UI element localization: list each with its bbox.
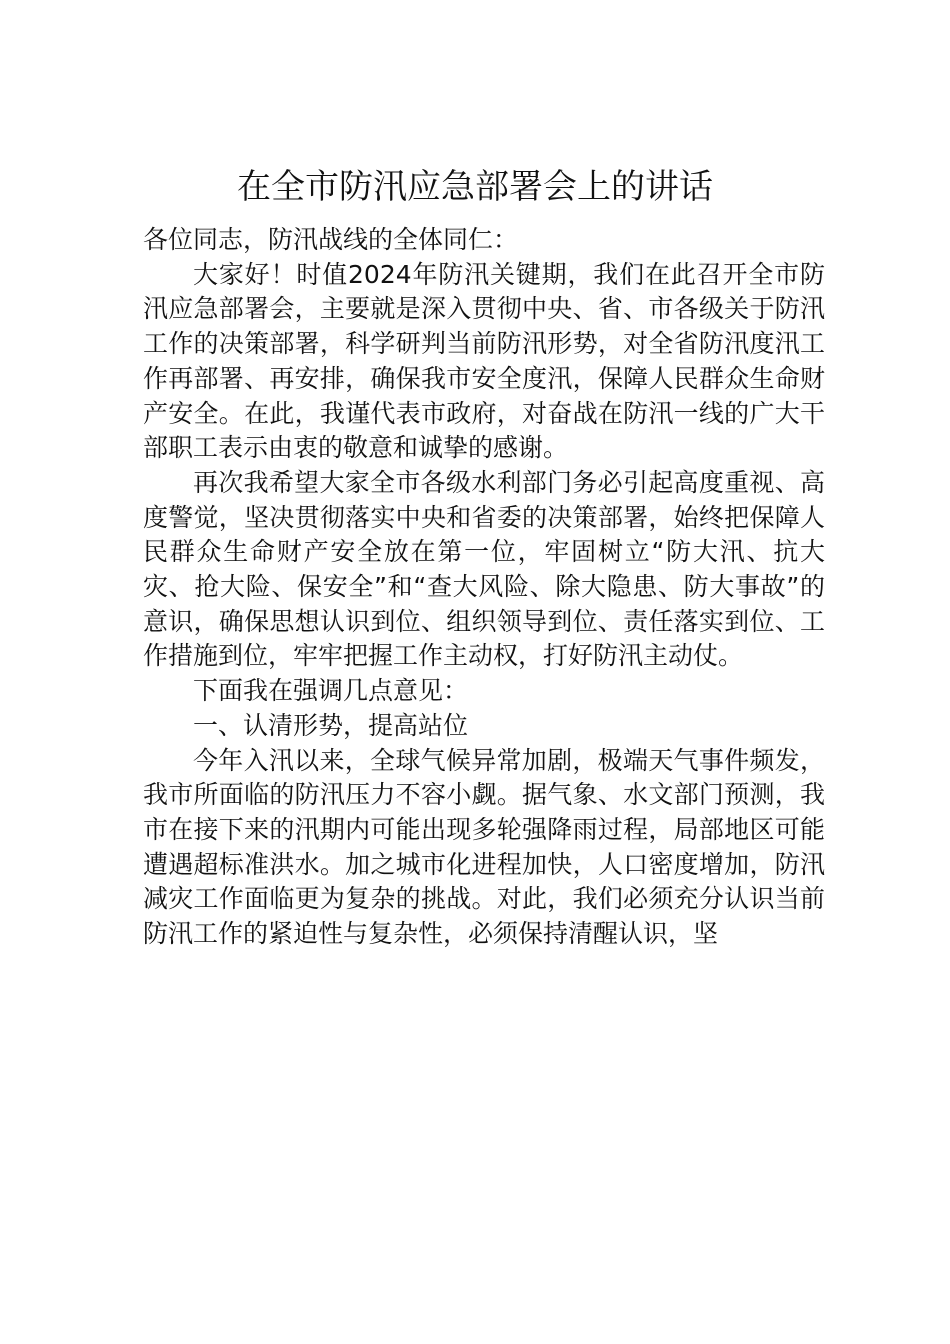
paragraph-opening: 大家好！时值2024年防汛关键期，我们在此召开全市防汛应急部署会，主要就是深入贯彻中央、省、市各级关于防汛工作的决策部署，科学研判当前防汛形势，对全省防汛度汛工作再部署、再安排，确保我市安全度汛，保障人民群众生命财产安全。在此，我谨代表市政府，对奋战在防汛一线的广大干部职工表示由衷的敬意和诚挚的感谢。 <box>143 259 825 463</box>
paragraph-situation: 今年入汛以来，全球气候异常加剧，极端天气事件频发，我市所面临的防汛压力不容小觑。据气象、水文部门预测，我市在接下来的汛期内可能出现多轮强降雨过程，局部地区可能遭遇超标准洪水。加之城市化进程加快，人口密度增加，防汛减灾工作面临更为复杂的挑战。对此，我们必须充分认识当前防汛工作的紧迫性与复杂性，必须保持清醒认识，坚 <box>143 745 825 949</box>
paragraph-transition: 下面我在强调几点意见： <box>193 676 469 706</box>
section-heading-1: 一、认清形势，提高站位 <box>193 710 469 740</box>
salutation: 各位同志，防汛战线的全体同仁： <box>143 225 519 254</box>
document-title: 在全市防汛应急部署会上的讲话 <box>237 167 713 207</box>
paragraph-requirements: 再次我希望大家全市各级水利部门务必引起高度重视、高度警觉，坚决贯彻落实中央和省委的决策部署，始终把保障人民群众生命财产安全放在第一位，牢固树立“防大汛、抗大灾、抢大险、保安全”和“查大风险、除大隐患、防大事故”的意识，确保思想认识到位、组织领导到位、责任落实到位、工作措施到位，牢牢把握工作主动权，打好防汛主动仗。 <box>143 467 825 671</box>
document-body <box>143 223 825 952</box>
